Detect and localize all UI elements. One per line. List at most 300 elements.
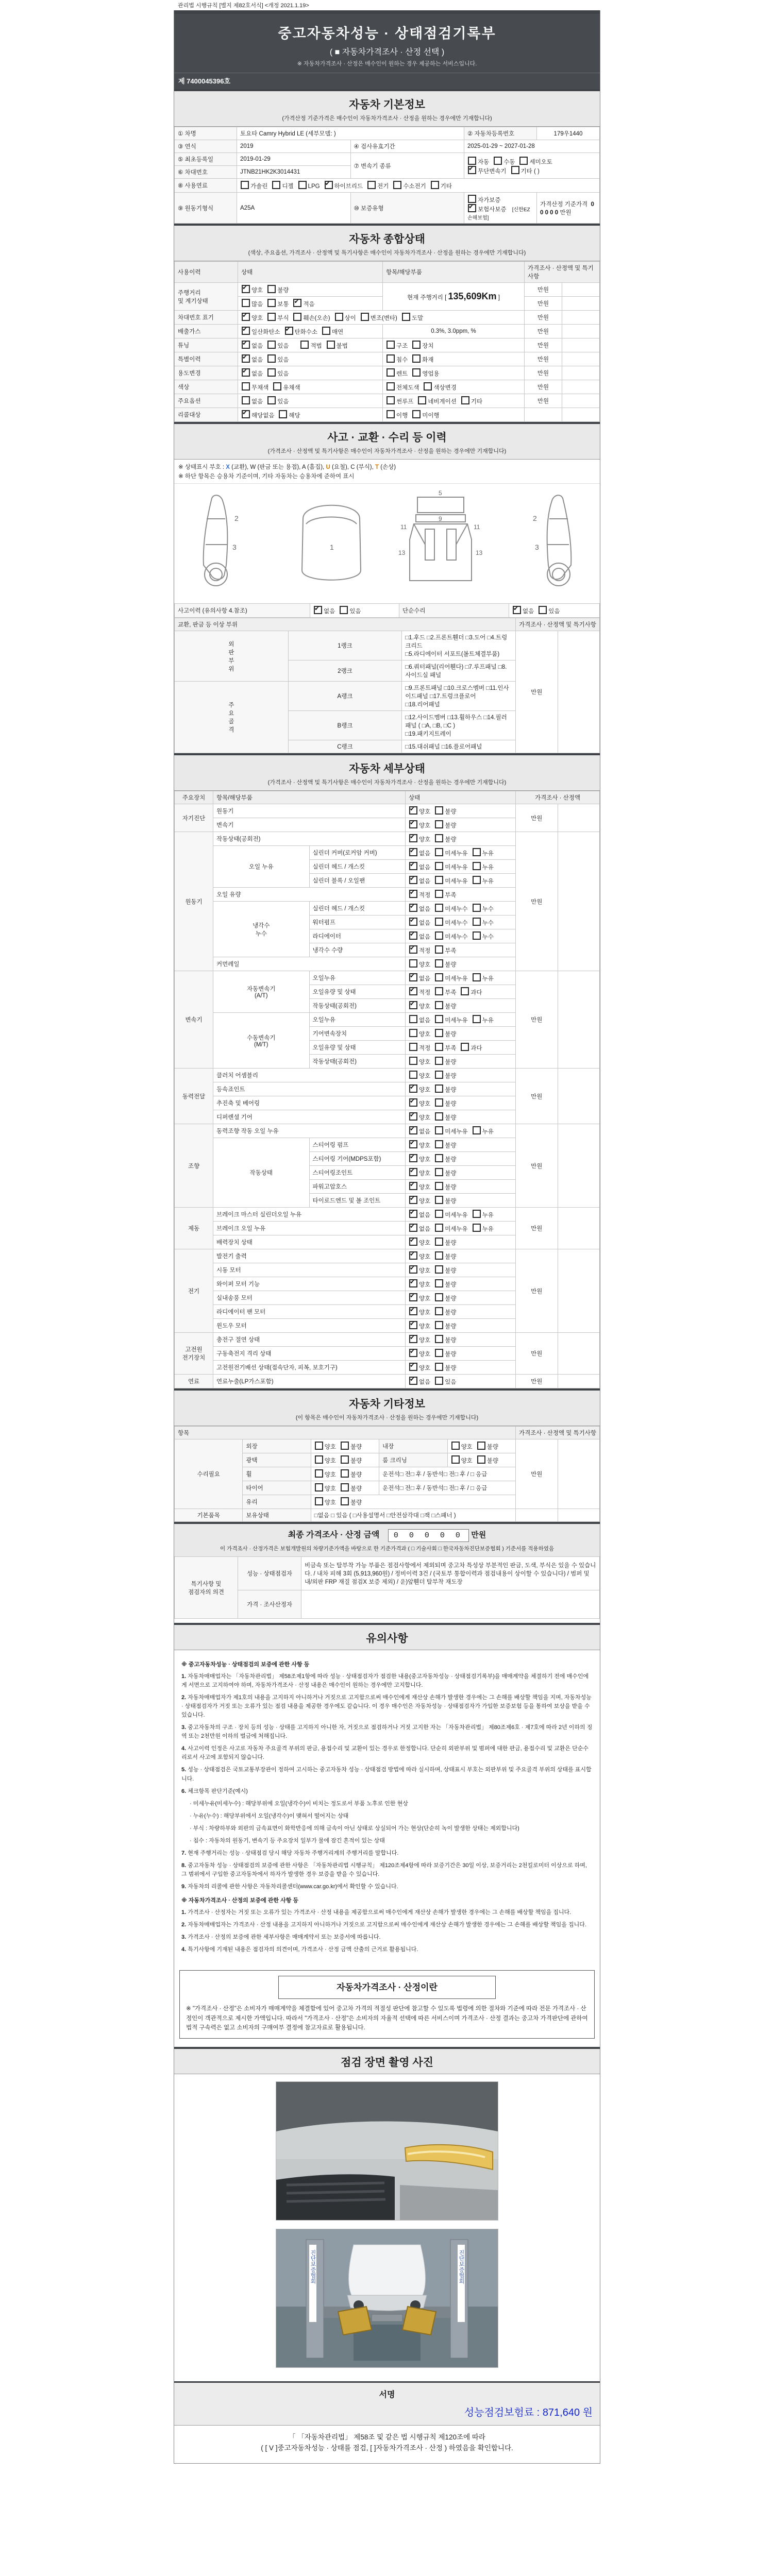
checkbox-미세누유[interactable]: 미세누유 (434, 1226, 467, 1232)
checkbox-전체도색[interactable]: 전체도색 (386, 385, 419, 391)
checkbox-box[interactable] (315, 1469, 323, 1478)
checkbox-box[interactable] (409, 973, 417, 981)
checkbox-box[interactable] (409, 1363, 417, 1371)
checkbox-불량[interactable]: 불량 (434, 1157, 456, 1163)
checkbox-불량[interactable]: 불량 (434, 1254, 456, 1260)
checkbox-box[interactable] (409, 987, 417, 995)
checkbox-화재[interactable]: 화재 (412, 357, 433, 363)
checkbox-기타[interactable]: 기타 (430, 183, 452, 190)
checkbox-불량[interactable]: 불량 (477, 1444, 498, 1450)
checkbox-box[interactable] (409, 904, 417, 912)
checkbox-box[interactable] (409, 1224, 417, 1232)
checkbox-불량[interactable]: 불량 (434, 1324, 456, 1330)
checkbox-box[interactable] (435, 1112, 443, 1121)
checkbox-누수[interactable]: 누수 (472, 934, 494, 940)
checkbox-box[interactable] (435, 1029, 443, 1037)
checkbox-box[interactable] (435, 959, 443, 968)
checkbox-양호[interactable]: ✔ 양호 (241, 315, 263, 321)
checkbox-양호[interactable]: ✔ 양호 (409, 1101, 430, 1107)
checkbox-box[interactable] (473, 1224, 481, 1232)
checkbox-부식[interactable]: 부식 (267, 315, 289, 321)
checkbox-양호[interactable]: 양호 (314, 1472, 336, 1478)
checkbox-불량[interactable]: 불량 (434, 1240, 456, 1246)
checkbox-box[interactable] (409, 931, 417, 940)
checkbox-box[interactable] (435, 848, 443, 856)
checkbox-누유[interactable]: 누유 (472, 1212, 494, 1218)
checkbox-box[interactable] (461, 987, 469, 995)
checkbox-누유[interactable]: 누유 (472, 1129, 494, 1135)
checkbox-없음[interactable]: ✔ 없음 (409, 920, 430, 926)
checkbox-전기[interactable]: 전기 (367, 183, 389, 190)
checkbox-box[interactable] (293, 313, 301, 321)
checkbox-해당없음[interactable]: ✔ 해당없음 (241, 413, 274, 419)
checkbox-양호[interactable]: 양호 (314, 1500, 336, 1506)
checkbox-box[interactable] (315, 1442, 323, 1450)
checkbox-양호[interactable]: ✔ 양호 (409, 1004, 430, 1010)
checkbox-box[interactable] (435, 1043, 443, 1051)
checkbox-자가보증[interactable]: 자가보증 (467, 197, 500, 204)
checkbox-양호[interactable]: ✔ 양호 (409, 1254, 430, 1260)
checkbox-미세누수[interactable]: 미세누수 (434, 920, 467, 926)
checkbox-양호[interactable]: ✔ 양호 (409, 1115, 430, 1121)
checkbox-box[interactable] (412, 410, 421, 418)
checkbox-box[interactable] (477, 1455, 485, 1464)
checkbox-box[interactable] (409, 1321, 417, 1329)
checkbox-box[interactable] (451, 1455, 460, 1464)
checkbox-양호[interactable]: ✔ 양호 (409, 1240, 430, 1246)
checkbox-box[interactable] (242, 285, 250, 293)
checkbox-누유[interactable]: 누유 (472, 878, 494, 885)
checkbox-네비게이션[interactable]: 네비게이션 (417, 399, 457, 405)
checkbox-box[interactable] (315, 1455, 323, 1464)
checkbox-box[interactable] (242, 382, 250, 391)
checkbox-이행[interactable]: 이행 (386, 413, 408, 419)
checkbox-box[interactable] (409, 1043, 417, 1051)
checkbox-box[interactable] (409, 1071, 417, 1079)
checkbox-도말[interactable]: 도말 (401, 315, 423, 321)
checkbox-box[interactable] (386, 341, 395, 349)
checkbox-box[interactable] (473, 931, 481, 940)
checkbox-box[interactable] (393, 181, 401, 189)
checkbox-있음[interactable]: 있음 (267, 399, 289, 405)
checkbox-box[interactable] (409, 1335, 417, 1343)
checkbox-양호[interactable]: ✔ 양호 (409, 823, 430, 829)
checkbox-미세누수[interactable]: 미세누수 (434, 906, 467, 912)
checkbox-양호[interactable]: ✔ 양호 (409, 1365, 430, 1371)
checkbox-box[interactable] (435, 1182, 443, 1190)
checkbox-적정[interactable]: ✔ 적정 (409, 990, 430, 996)
checkbox-box[interactable] (272, 181, 280, 189)
checkbox-양호[interactable]: ✔ 양호 (409, 1171, 430, 1177)
checkbox-기타 ( )[interactable]: 기타 ( ) (511, 168, 540, 175)
checkbox-불량[interactable]: 불량 (434, 1310, 456, 1316)
checkbox-box[interactable] (435, 931, 443, 940)
checkbox-box[interactable] (409, 1279, 417, 1287)
checkbox-box[interactable] (386, 368, 395, 377)
checkbox-미세누유[interactable]: 미세누유 (434, 1129, 467, 1135)
checkbox-불량[interactable]: 불량 (434, 1282, 456, 1288)
checkbox-불량[interactable]: 불량 (340, 1444, 362, 1450)
checkbox-디젤[interactable]: 디젤 (272, 183, 293, 190)
checkbox-있음[interactable]: 있음 (538, 608, 560, 615)
checkbox-box[interactable] (327, 341, 335, 349)
checkbox-있음[interactable]: 있음 (267, 343, 289, 349)
checkbox-있음[interactable]: 있음 (267, 371, 289, 377)
checkbox-box[interactable] (468, 157, 476, 165)
checkbox-box[interactable] (242, 299, 250, 307)
checkbox-불량[interactable]: 불량 (434, 1337, 456, 1344)
checkbox-box[interactable] (435, 1238, 443, 1246)
checkbox-양호[interactable]: 양호 (314, 1444, 336, 1450)
checkbox-불량[interactable]: 불량 (340, 1500, 362, 1506)
checkbox-box[interactable] (468, 204, 476, 212)
checkbox-box[interactable] (409, 1098, 417, 1107)
checkbox-box[interactable] (315, 1483, 323, 1492)
checkbox-양호[interactable]: ✔ 양호 (409, 1143, 430, 1149)
checkbox-불량[interactable]: 불량 (434, 1184, 456, 1191)
checkbox-보통[interactable]: 보통 (267, 301, 289, 308)
checkbox-box[interactable] (435, 1321, 443, 1329)
checkbox-box[interactable] (267, 368, 276, 377)
checkbox-LPG[interactable]: LPG (298, 183, 320, 190)
checkbox-box[interactable] (435, 1071, 443, 1079)
checkbox-기타[interactable]: 기타 (461, 399, 482, 405)
checkbox-없음[interactable]: ✔ 없음 (241, 343, 263, 349)
checkbox-box[interactable] (409, 1196, 417, 1204)
checkbox-불량[interactable]: 불량 (434, 1351, 456, 1358)
checkbox-box[interactable] (325, 181, 333, 189)
checkbox-적정[interactable]: ✔ 적정 (409, 892, 430, 899)
checkbox-부족[interactable]: 부족 (434, 892, 456, 899)
checkbox-box[interactable] (494, 157, 502, 165)
checkbox-box[interactable] (322, 327, 330, 335)
checkbox-box[interactable] (409, 1293, 417, 1301)
checkbox-box[interactable] (409, 1015, 417, 1023)
checkbox-적정[interactable]: ✔ 적정 (409, 948, 430, 954)
checkbox-box[interactable] (431, 181, 439, 189)
checkbox-box[interactable] (409, 1084, 417, 1093)
checkbox-무채색[interactable]: 무채색 (241, 385, 268, 391)
checkbox-box[interactable] (435, 1335, 443, 1343)
checkbox-양호[interactable]: 양호 (409, 1031, 430, 1038)
checkbox-box[interactable] (341, 1442, 349, 1450)
checkbox-box[interactable] (409, 1210, 417, 1218)
checkbox-box[interactable] (435, 806, 443, 815)
checkbox-box[interactable] (473, 1210, 481, 1218)
checkbox-불량[interactable]: 불량 (340, 1472, 362, 1478)
checkbox-box[interactable] (451, 1442, 460, 1450)
checkbox-부족[interactable]: 부족 (434, 990, 456, 996)
checkbox-양호[interactable]: ✔ 양호 (409, 1184, 430, 1191)
checkbox-box[interactable] (435, 1349, 443, 1357)
checkbox-box[interactable] (386, 382, 395, 391)
checkbox-불량[interactable]: 불량 (477, 1458, 498, 1464)
checkbox-box[interactable] (314, 606, 322, 614)
checkbox-box[interactable] (409, 1154, 417, 1162)
checkbox-양호[interactable]: 양호 (409, 1059, 430, 1065)
checkbox-box[interactable] (435, 1293, 443, 1301)
checkbox-box[interactable] (461, 396, 469, 404)
checkbox-box[interactable] (315, 1497, 323, 1505)
checkbox-불량[interactable]: 불량 (340, 1486, 362, 1492)
checkbox-불량[interactable]: 불량 (340, 1458, 362, 1464)
checkbox-미세누수[interactable]: 미세누수 (434, 934, 467, 940)
checkbox-없음[interactable]: ✔ 없음 (512, 608, 534, 615)
checkbox-box[interactable] (519, 157, 528, 165)
checkbox-box[interactable] (435, 904, 443, 912)
checkbox-장치[interactable]: 장치 (412, 343, 433, 349)
checkbox-box[interactable] (267, 341, 276, 349)
checkbox-유채색[interactable]: 유채색 (273, 385, 300, 391)
checkbox-훼손(오손)[interactable]: 훼손(오손) (293, 315, 330, 321)
checkbox-box[interactable] (435, 1057, 443, 1065)
checkbox-box[interactable] (473, 1015, 481, 1023)
checkbox-누수[interactable]: 누수 (472, 920, 494, 926)
checkbox-box[interactable] (435, 876, 443, 884)
checkbox-없음[interactable]: ✔ 없음 (409, 865, 430, 871)
checkbox-불량[interactable]: 불량 (434, 1365, 456, 1371)
checkbox-box[interactable] (341, 1455, 349, 1464)
checkbox-box[interactable] (435, 1363, 443, 1371)
checkbox-누수[interactable]: 누수 (472, 906, 494, 912)
checkbox-box[interactable] (435, 862, 443, 870)
checkbox-미세누유[interactable]: 미세누유 (434, 1018, 467, 1024)
checkbox-양호[interactable]: 양호 (409, 1073, 430, 1079)
checkbox-box[interactable] (409, 1349, 417, 1357)
checkbox-box[interactable] (242, 396, 250, 404)
checkbox-box[interactable] (386, 396, 395, 404)
checkbox-box[interactable] (242, 327, 250, 335)
checkbox-box[interactable] (341, 1483, 349, 1492)
checkbox-box[interactable] (267, 313, 276, 321)
checkbox-box[interactable] (409, 1377, 417, 1385)
checkbox-box[interactable] (367, 181, 376, 189)
checkbox-양호[interactable]: ✔ 양호 (409, 1282, 430, 1288)
checkbox-누유[interactable]: 누유 (472, 865, 494, 871)
checkbox-없음[interactable]: ✔ 없음 (409, 1212, 430, 1218)
checkbox-box[interactable] (435, 918, 443, 926)
checkbox-불량[interactable]: 불량 (434, 1073, 456, 1079)
checkbox-box[interactable] (409, 1057, 417, 1065)
checkbox-box[interactable] (435, 820, 443, 828)
checkbox-box[interactable] (409, 945, 417, 954)
checkbox-box[interactable] (539, 606, 547, 614)
checkbox-썬루프[interactable]: 썬루프 (386, 399, 413, 405)
checkbox-box[interactable] (386, 354, 395, 363)
checkbox-양호[interactable]: 양호 (314, 1458, 336, 1464)
checkbox-미세누유[interactable]: 미세누유 (434, 976, 467, 982)
checkbox-box[interactable] (473, 918, 481, 926)
checkbox-box[interactable] (409, 862, 417, 870)
checkbox-없음[interactable]: ✔ 없음 (409, 851, 430, 857)
checkbox-누유[interactable]: 누유 (472, 1018, 494, 1024)
checkbox-box[interactable] (300, 341, 309, 349)
checkbox-양호[interactable]: 양호 (409, 962, 430, 968)
checkbox-가솔린[interactable]: 가솔린 (240, 183, 267, 190)
checkbox-box[interactable] (424, 382, 432, 391)
checkbox-box[interactable] (409, 1112, 417, 1121)
checkbox-box[interactable] (409, 1238, 417, 1246)
checkbox-box[interactable] (435, 1140, 443, 1148)
checkbox-양호[interactable]: ✔ 양호 (409, 1198, 430, 1205)
checkbox-box[interactable] (409, 1126, 417, 1134)
checkbox-box[interactable] (513, 606, 521, 614)
checkbox-불량[interactable]: 불량 (434, 1059, 456, 1065)
checkbox-양호[interactable]: ✔양호 (241, 287, 263, 294)
checkbox-box[interactable] (435, 1126, 443, 1134)
checkbox-없음[interactable]: ✔ 없음 (409, 1226, 430, 1232)
checkbox-box[interactable] (435, 1168, 443, 1176)
checkbox-미이행[interactable]: 미이행 (412, 413, 439, 419)
checkbox-수동[interactable]: 수동 (493, 159, 515, 165)
checkbox-box[interactable] (435, 987, 443, 995)
checkbox-양호[interactable]: ✔ 양호 (409, 1157, 430, 1163)
checkbox-box[interactable] (409, 959, 417, 968)
checkbox-box[interactable] (473, 848, 481, 856)
checkbox-box[interactable] (409, 820, 417, 828)
checkbox-box[interactable] (409, 834, 417, 842)
checkbox-양호[interactable]: ✔ 양호 (409, 1296, 430, 1302)
checkbox-과다[interactable]: 과다 (460, 990, 482, 996)
checkbox-불량[interactable]: 불량 (434, 837, 456, 843)
checkbox-box[interactable] (293, 299, 301, 307)
checkbox-양호[interactable]: 양호 (314, 1486, 336, 1492)
checkbox-수소전기[interactable]: 수소전기 (393, 183, 426, 190)
checkbox-침수[interactable]: 침수 (386, 357, 408, 363)
checkbox-불량[interactable]: 불량 (267, 287, 289, 294)
checkbox-미세누유[interactable]: 미세누유 (434, 851, 467, 857)
checkbox-box[interactable] (298, 181, 307, 189)
checkbox-없음[interactable]: ✔ 없음 (409, 976, 430, 982)
checkbox-box[interactable] (418, 396, 426, 404)
checkbox-box[interactable] (412, 341, 421, 349)
checkbox-불량[interactable]: 불량 (434, 823, 456, 829)
checkbox-상이[interactable]: 상이 (334, 315, 356, 321)
checkbox-없음[interactable]: 없음 (409, 1018, 430, 1024)
checkbox-box[interactable] (412, 354, 421, 363)
checkbox-양호[interactable]: ✔ 양호 (409, 1268, 430, 1274)
checkbox-불량[interactable]: 불량 (434, 1268, 456, 1274)
checkbox-불량[interactable]: 불량 (434, 1115, 456, 1121)
checkbox-불량[interactable]: 불량 (434, 1296, 456, 1302)
checkbox-적정[interactable]: 적정 (409, 1045, 430, 1052)
checkbox-box[interactable] (435, 945, 443, 954)
checkbox-box[interactable] (402, 313, 410, 321)
checkbox-box[interactable] (409, 1168, 417, 1176)
checkbox-양호[interactable]: ✔ 양호 (409, 1310, 430, 1316)
checkbox-매연[interactable]: 매연 (322, 329, 343, 335)
checkbox-영업용[interactable]: 영업용 (412, 371, 439, 377)
checkbox-누유[interactable]: 누유 (472, 976, 494, 982)
checkbox-불량[interactable]: 불량 (434, 1198, 456, 1205)
checkbox-box[interactable] (435, 1098, 443, 1107)
checkbox-불량[interactable]: 불량 (434, 1031, 456, 1038)
checkbox-box[interactable] (409, 1182, 417, 1190)
checkbox-box[interactable] (468, 166, 476, 174)
checkbox-box[interactable] (412, 368, 421, 377)
checkbox-없음[interactable]: 없음 (241, 399, 263, 405)
checkbox-양호[interactable]: ✔ 양호 (409, 837, 430, 843)
checkbox-box[interactable] (435, 1210, 443, 1218)
checkbox-과다[interactable]: 과다 (460, 1045, 482, 1052)
checkbox-box[interactable] (242, 410, 250, 418)
checkbox-box[interactable] (473, 1126, 481, 1134)
checkbox-미세누유[interactable]: 미세누유 (434, 878, 467, 885)
checkbox-많음[interactable]: 많음 (241, 301, 263, 308)
checkbox-없음[interactable]: ✔ 없음 (241, 357, 263, 363)
checkbox-box[interactable] (409, 1307, 417, 1315)
checkbox-box[interactable] (242, 354, 250, 363)
checkbox-변조(변타)[interactable]: 변조(변타) (360, 315, 397, 321)
checkbox-세미오토[interactable]: 세미오토 (519, 159, 552, 165)
checkbox-box[interactable] (461, 1043, 469, 1051)
checkbox-box[interactable] (409, 1265, 417, 1274)
checkbox-불량[interactable]: 불량 (434, 1087, 456, 1093)
checkbox-box[interactable] (409, 848, 417, 856)
checkbox-미세누유[interactable]: 미세누유 (434, 865, 467, 871)
checkbox-box[interactable] (409, 876, 417, 884)
checkbox-부족[interactable]: 부족 (434, 948, 456, 954)
checkbox-box[interactable] (340, 606, 348, 614)
checkbox-있음[interactable]: 있음 (434, 1379, 456, 1385)
checkbox-불량[interactable]: 불량 (434, 809, 456, 815)
checkbox-box[interactable] (473, 973, 481, 981)
checkbox-box[interactable] (409, 806, 417, 815)
checkbox-양호[interactable]: ✔ 양호 (409, 1087, 430, 1093)
checkbox-box[interactable] (435, 1307, 443, 1315)
checkbox-box[interactable] (409, 1140, 417, 1148)
checkbox-구조[interactable]: 구조 (386, 343, 408, 349)
checkbox-없음[interactable]: ✔ 없음 (241, 371, 263, 377)
checkbox-불량[interactable]: 불량 (434, 1101, 456, 1107)
checkbox-box[interactable] (435, 1224, 443, 1232)
checkbox-없음[interactable]: ✔ 없음 (409, 1129, 430, 1135)
checkbox-box[interactable] (435, 973, 443, 981)
checkbox-box[interactable] (409, 1029, 417, 1037)
checkbox-있음[interactable]: 있음 (339, 608, 361, 615)
checkbox-적법[interactable]: 적법 (300, 343, 322, 349)
checkbox-box[interactable] (242, 341, 250, 349)
checkbox-box[interactable] (511, 166, 519, 174)
checkbox-있음[interactable]: 있음 (267, 357, 289, 363)
checkbox-box[interactable] (435, 1154, 443, 1162)
checkbox-자동[interactable]: 자동 (467, 159, 489, 165)
checkbox-무단변속기[interactable]: ✔무단변속기 (467, 168, 507, 175)
checkbox-불량[interactable]: 불량 (434, 1143, 456, 1149)
checkbox-box[interactable] (435, 1196, 443, 1204)
checkbox-없음[interactable]: ✔ 없음 (409, 1379, 430, 1385)
checkbox-없음[interactable]: ✔ 없음 (313, 608, 335, 615)
checkbox-렌트[interactable]: 렌트 (386, 371, 408, 377)
checkbox-box[interactable] (242, 313, 250, 321)
checkbox-하이브리드[interactable]: ✔ 하이브리드 (324, 183, 363, 190)
checkbox-box[interactable] (409, 918, 417, 926)
checkbox-양호[interactable]: ✔ 양호 (409, 1337, 430, 1344)
checkbox-box[interactable] (435, 1001, 443, 1009)
checkbox-양호[interactable]: ✔ 양호 (409, 1351, 430, 1358)
checkbox-box[interactable] (468, 195, 476, 203)
checkbox-box[interactable] (341, 1497, 349, 1505)
checkbox-box[interactable] (267, 299, 276, 307)
checkbox-양호[interactable]: ✔ 양호 (409, 809, 430, 815)
checkbox-box[interactable] (361, 313, 369, 321)
checkbox-box[interactable] (279, 410, 287, 418)
checkbox-box[interactable] (335, 313, 343, 321)
checkbox-box[interactable] (473, 862, 481, 870)
checkbox-box[interactable] (285, 327, 293, 335)
checkbox-일산화탄소[interactable]: ✔ 일산화탄소 (241, 329, 280, 335)
checkbox-없음[interactable]: ✔ 없음 (409, 934, 430, 940)
